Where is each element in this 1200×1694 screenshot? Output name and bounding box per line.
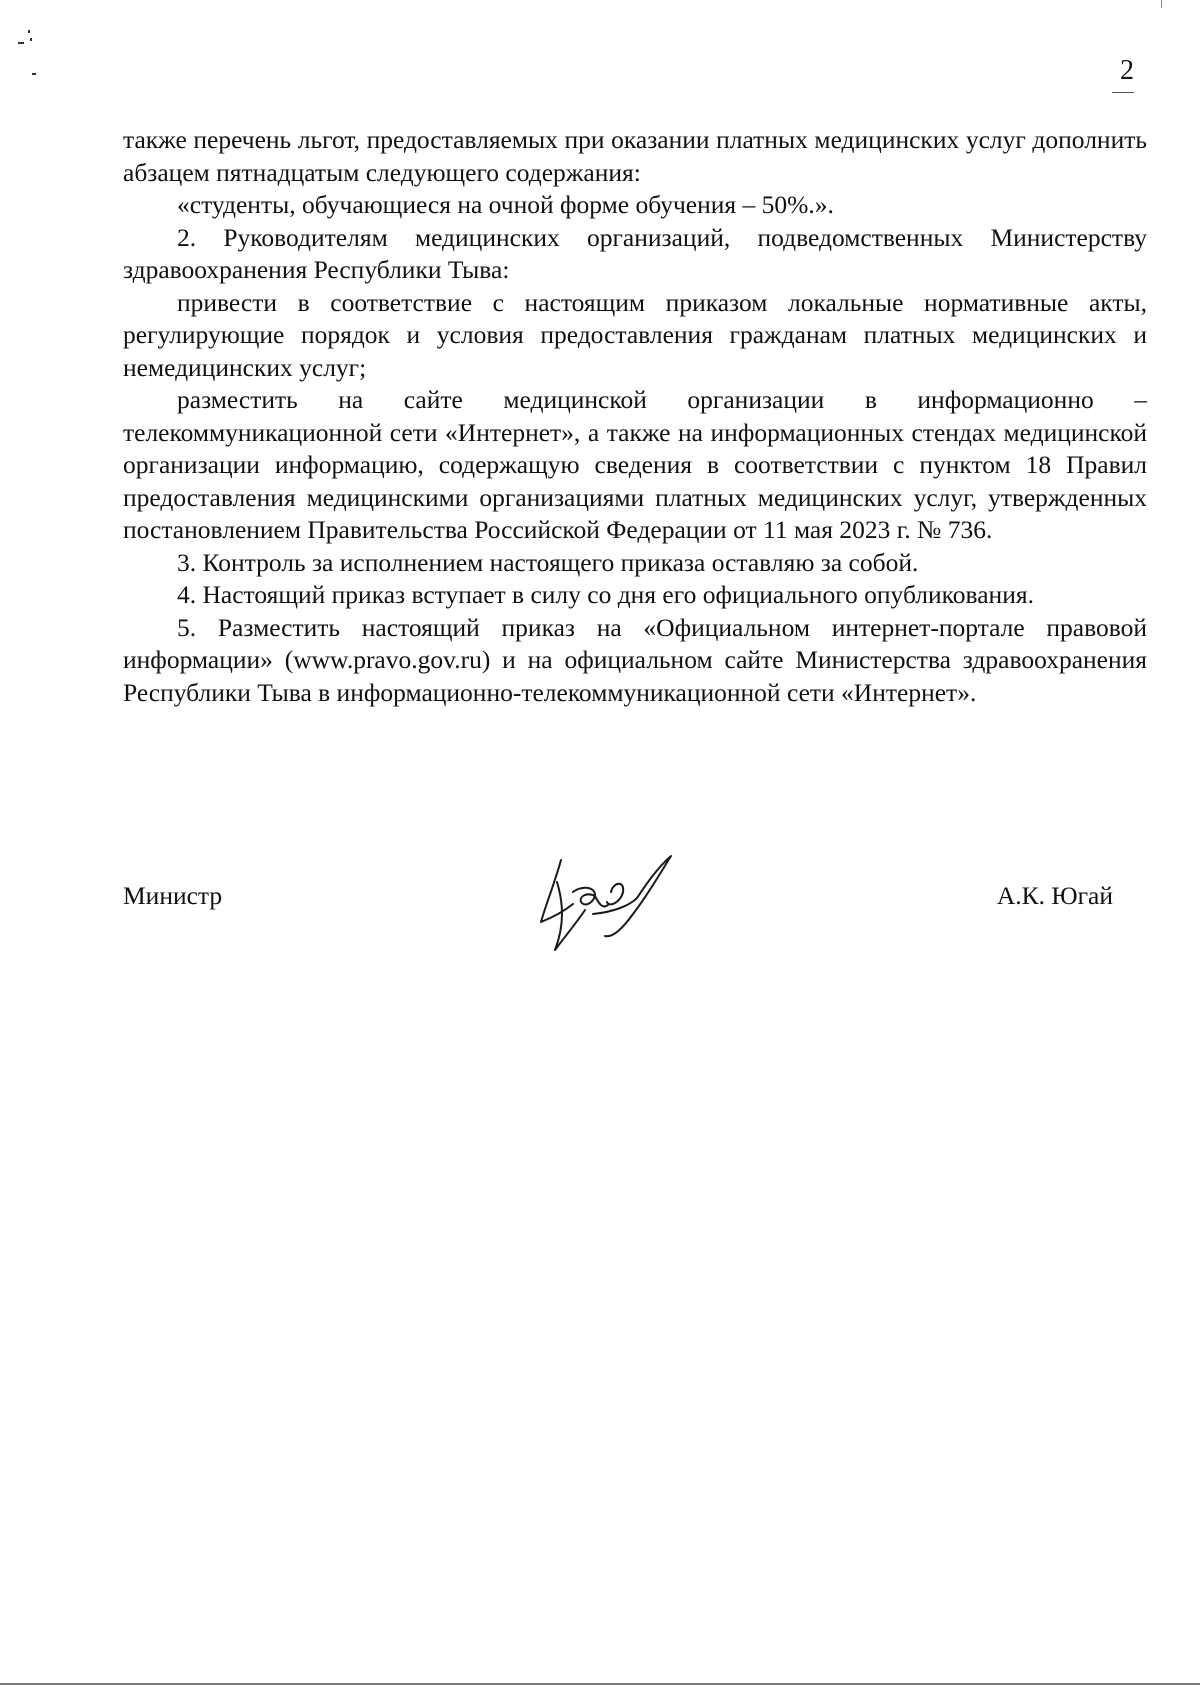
scan-artifact bbox=[32, 73, 36, 75]
paragraph: 2. Руководителям медицинских организаций, подведомственных Министерству здравоохранения Республики Тыва: bbox=[123, 222, 1147, 284]
scan-artifact bbox=[1161, 0, 1162, 8]
paragraph: разместить на сайте медицинской организации в информационно – телекоммуникационной сети «Интернет», а также на информационных стендах медицинской организации информацию, содержащую сведения в соответствии с пунктом 18 Правил предоставления медицинскими организациями платных медицинских услуг, утвержденных постановлением Правительства Российской Федерации от 11 мая 2023 г. № 736. bbox=[123, 385, 1147, 544]
paragraph: 4. Настоящий приказ вступает в силу со дня его официального опубликования. bbox=[177, 580, 1034, 609]
page-number-underline bbox=[1112, 92, 1134, 93]
paragraph: 5. Разместить настоящий приказ на «Официальном интернет-портале правовой информации» (www.pravo.gov.ru) и на официальном сайте Министерства здравоохранения Республики Тыва в информационно-телекоммуникационной сети «Интернет». bbox=[123, 612, 1147, 707]
scan-artifact bbox=[18, 42, 24, 44]
scan-bottom-edge bbox=[0, 1683, 1200, 1685]
handwritten-signature bbox=[533, 852, 693, 957]
paragraph: привести в соответствие с настоящим приказом локальные нормативные акты, регулирующие порядок и условия предоставления гражданам платных медицинских и немедицинских услуг; bbox=[123, 287, 1147, 382]
paragraph: также перечень льгот, предоставляемых при оказании платных медицинских услуг дополнить абзацем пятнадцатым следующего содержания: bbox=[123, 125, 1147, 187]
signature-block bbox=[123, 862, 1113, 952]
scan-artifact bbox=[30, 38, 32, 41]
signer-title: Министр bbox=[123, 881, 223, 910]
document-body bbox=[123, 124, 1147, 709]
paragraph: 3. Контроль за исполнением настоящего приказа оставляю за собой. bbox=[177, 547, 919, 577]
signer-name: А.К. Югай bbox=[996, 881, 1113, 910]
page-number: 2 bbox=[1120, 55, 1134, 86]
paragraph: «студенты, обучающиеся на очной форме обучения – 50%.». bbox=[177, 190, 834, 219]
scan-artifact bbox=[28, 30, 30, 33]
